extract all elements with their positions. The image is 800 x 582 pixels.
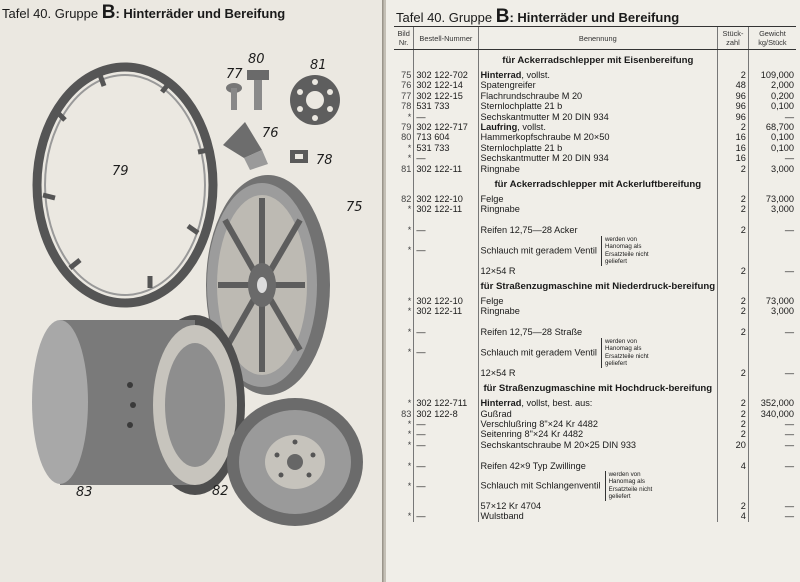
figure-label-83: 83 <box>76 485 93 500</box>
weight-cell: 0,100 <box>748 132 796 142</box>
bild-nr-cell: * <box>407 439 412 450</box>
table-row <box>394 204 796 214</box>
table-row <box>394 440 796 450</box>
quantity-cell: 96 <box>718 112 749 122</box>
weight-cell: — <box>748 327 796 337</box>
section-spacer <box>748 174 796 194</box>
tyre-row <box>394 266 796 276</box>
bild-nr-cell: * <box>407 347 412 358</box>
bild-nr-cell: * <box>407 398 412 409</box>
spacer-cell <box>748 215 796 225</box>
quantity-cell: 48 <box>718 80 749 90</box>
bestell-nr-cell: 302 122-711 <box>414 398 478 408</box>
group-letter: B <box>101 2 116 23</box>
table-row <box>394 296 796 306</box>
benennung-cell <box>478 101 718 111</box>
benennung-cell <box>478 440 718 450</box>
table-row <box>394 398 796 408</box>
table-row <box>394 511 796 521</box>
bestell-nr-cell: — <box>414 419 478 429</box>
weight-cell: 68,700 <box>748 122 796 132</box>
weight-cell: — <box>748 368 796 378</box>
weight-cell: — <box>748 419 796 429</box>
tyre-line: 12×54 R <box>480 265 516 276</box>
table-header <box>394 27 796 50</box>
quantity-cell: 4 <box>718 511 749 521</box>
col-stueck: Stück-zahl <box>718 27 749 50</box>
bild-nr-cell: * <box>407 429 412 440</box>
bild-nr-cell <box>394 368 414 378</box>
section-spacer <box>414 50 478 71</box>
bild-nr-cell: * <box>407 480 412 491</box>
part-name: Sternlochplatte 21 b <box>480 101 563 112</box>
spacer-cell <box>718 215 749 225</box>
part-name: Felge <box>480 296 504 307</box>
benennung-cell <box>478 511 718 521</box>
tyre-line: 57×12 Kr 4704 <box>480 500 542 511</box>
ring-hub-81 <box>290 75 340 125</box>
bestell-nr-cell: 531 733 <box>414 101 478 111</box>
section-spacer <box>718 50 749 71</box>
bestell-nr-cell: 302 122-10 <box>414 296 478 306</box>
figure-label-81: 81 <box>310 58 327 73</box>
quantity-cell: 2 <box>718 409 749 419</box>
weight-cell: — <box>748 112 796 122</box>
part-name-suffix: , vollst. <box>517 122 546 133</box>
quantity-cell: 4 <box>718 461 749 471</box>
section-spacer <box>718 276 749 296</box>
tyre-line: Reifen 42×9 Typ Zwillinge <box>480 460 586 471</box>
figure-label-82: 82 <box>212 484 229 499</box>
part-name: Wulstband <box>480 511 524 522</box>
part-name: Hinterrad <box>480 398 522 409</box>
bestell-nr-cell: — <box>414 236 478 266</box>
table-row <box>394 164 796 174</box>
table-row <box>394 112 796 122</box>
quantity-cell: 2 <box>718 225 749 235</box>
section-heading-row <box>394 276 796 296</box>
bestell-nr-cell: — <box>414 112 478 122</box>
section-heading-row <box>394 50 796 71</box>
benennung-cell <box>478 327 718 337</box>
part-name-suffix: , vollst. <box>521 70 550 80</box>
figure-label-80: 80 <box>248 52 265 67</box>
weight-cell: 3,000 <box>748 204 796 214</box>
spacer-cell <box>718 317 749 327</box>
spacer-cell <box>478 215 718 225</box>
table-row <box>394 70 796 80</box>
weight-cell: 73,000 <box>748 194 796 204</box>
quantity-cell: 2 <box>718 419 749 429</box>
bild-nr-cell: * <box>407 111 412 122</box>
bestell-nr-cell: — <box>414 225 478 235</box>
part-name: Hinterrad <box>480 70 522 80</box>
supply-note: werden von Hanomag als Ersatzteile nicht geliefert <box>601 236 665 266</box>
quantity-cell: 96 <box>718 91 749 101</box>
bild-nr-cell: * <box>407 225 412 236</box>
spacer-cell <box>748 317 796 327</box>
cast-wheel-83 <box>32 315 245 495</box>
bestell-nr-cell <box>414 266 478 276</box>
col-bild: Bild Nr. <box>394 27 414 50</box>
spacer-cell <box>478 450 718 460</box>
table-row <box>394 91 796 101</box>
figure-label-78: 78 <box>316 153 333 168</box>
bild-nr-cell: 81 <box>401 163 412 174</box>
quantity-cell: 16 <box>718 143 749 153</box>
quantity-cell: 96 <box>718 101 749 111</box>
part-name: Sechskantschraube M 20×25 DIN 933 <box>480 439 637 450</box>
benennung-cell <box>478 70 718 80</box>
bestell-nr-cell: — <box>414 327 478 337</box>
col-benennung: Benennung <box>478 27 718 50</box>
section-spacer <box>718 378 749 398</box>
tyre-line: Reifen 12,75—28 Acker <box>480 225 578 236</box>
bestell-nr-cell: 302 122-11 <box>414 164 478 174</box>
tyre-line: Schlauch mit geradem Ventil <box>480 347 597 358</box>
benennung-cell <box>478 80 718 90</box>
benennung-cell <box>478 236 718 266</box>
figure-label-75: 75 <box>346 200 363 215</box>
bild-nr-cell: 76 <box>401 80 412 91</box>
benennung-cell <box>478 429 718 439</box>
section-title: für Straßenzugmaschine mit Hochdruck-bereifung <box>478 378 718 398</box>
flat-round-bolt-77 <box>226 83 242 110</box>
part-name: Felge <box>480 194 504 205</box>
bild-nr-cell: * <box>407 204 412 215</box>
tyre-line: Schlauch mit geradem Ventil <box>480 245 597 256</box>
bestell-nr-cell: — <box>414 338 478 368</box>
quantity-cell: 2 <box>718 306 749 316</box>
quantity-cell: 2 <box>718 296 749 306</box>
section-title: für Ackerradschlepper mit Eisenbereifung <box>478 50 718 71</box>
part-name: Ringnabe <box>480 306 520 317</box>
spacer-cell <box>414 317 478 327</box>
weight-cell <box>748 236 796 266</box>
group-letter: B <box>495 6 510 27</box>
spacer-row <box>394 317 796 327</box>
tyre-row <box>394 461 796 471</box>
benennung-cell <box>478 461 718 471</box>
bild-nr-cell: 79 <box>401 122 412 133</box>
quantity-cell <box>718 338 749 368</box>
weight-cell: 109,000 <box>748 70 796 80</box>
col-bestell: Bestell-Nummer <box>414 27 478 50</box>
part-name: Sechskantmutter M 20 DIN 934 <box>480 153 609 164</box>
bild-nr-cell <box>394 501 414 511</box>
part-name: Ringnabe <box>480 204 520 215</box>
bild-nr-cell: * <box>407 153 412 164</box>
bild-nr-cell: 80 <box>401 132 412 143</box>
supply-note: werden von Hanomag als Ersatzteile nicht geliefert <box>605 471 669 501</box>
weight-cell: 73,000 <box>748 296 796 306</box>
bestell-nr-cell: 531 733 <box>414 143 478 153</box>
bestell-nr-cell: 302 122-10 <box>414 194 478 204</box>
bestell-nr-cell: — <box>414 429 478 439</box>
quantity-cell: 2 <box>718 164 749 174</box>
quantity-cell: 20 <box>718 440 749 450</box>
weight-cell: — <box>748 501 796 511</box>
star-plate-78 <box>290 150 308 163</box>
section-spacer <box>394 378 414 398</box>
tyre-line: Schlauch mit Schlangenventil <box>480 480 601 491</box>
weight-cell: — <box>748 266 796 276</box>
benennung-cell <box>478 409 718 419</box>
quantity-cell <box>718 236 749 266</box>
part-name: Sechskantmutter M 20 DIN 934 <box>480 111 609 122</box>
table-row <box>394 122 796 132</box>
section-title: für Straßenzugmaschine mit Niederdruck-bereifung <box>478 276 718 296</box>
part-name: Gußrad <box>480 408 512 419</box>
weight-cell: — <box>748 225 796 235</box>
table-row <box>394 409 796 419</box>
quantity-cell: 2 <box>718 70 749 80</box>
bestell-nr-cell: — <box>414 440 478 450</box>
weight-cell: — <box>748 429 796 439</box>
section-spacer <box>394 50 414 71</box>
benennung-cell <box>478 164 718 174</box>
benennung-cell <box>478 153 718 163</box>
section-spacer <box>718 174 749 194</box>
bild-nr-cell: 83 <box>401 408 412 419</box>
spacer-cell <box>718 450 749 460</box>
bestell-nr-cell: 302 122-15 <box>414 91 478 101</box>
benennung-cell <box>478 296 718 306</box>
weight-cell: 3,000 <box>748 306 796 316</box>
bestell-nr-cell <box>414 501 478 511</box>
bestell-nr-cell: 713 604 <box>414 132 478 142</box>
quantity-cell: 2 <box>718 266 749 276</box>
quantity-cell: 2 <box>718 429 749 439</box>
parts-body <box>394 50 796 522</box>
weight-cell: 0,100 <box>748 101 796 111</box>
table-row <box>394 143 796 153</box>
bestell-nr-cell: — <box>414 153 478 163</box>
bestell-nr-cell: 302 122-11 <box>414 204 478 214</box>
table-row <box>394 101 796 111</box>
bestell-nr-cell: 302 122-702 <box>414 70 478 80</box>
part-name: Sternlochplatte 21 b <box>480 142 563 153</box>
benennung-cell <box>478 122 718 132</box>
benennung-cell <box>478 338 718 368</box>
figure-label-79: 79 <box>112 164 129 179</box>
benennung-cell <box>478 368 718 378</box>
part-name: Spatengreifer <box>480 80 536 91</box>
spacer-cell <box>414 215 478 225</box>
parts-table <box>394 26 796 522</box>
part-name-suffix: , vollst, best. aus: <box>521 398 593 409</box>
benennung-cell <box>478 225 718 235</box>
bestell-nr-cell: 302 122-717 <box>414 122 478 132</box>
benennung-cell <box>478 132 718 142</box>
section-title: für Ackerradschlepper mit Ackerluftbereifung <box>478 174 718 194</box>
running-ring-79 <box>37 67 213 303</box>
tyre-row <box>394 471 796 501</box>
weight-cell: — <box>748 153 796 163</box>
part-name: Laufring <box>480 122 518 133</box>
section-spacer <box>394 276 414 296</box>
table-row <box>394 419 796 429</box>
weight-cell: 0,100 <box>748 143 796 153</box>
right-page-parts-list <box>386 0 800 582</box>
section-spacer <box>748 276 796 296</box>
section-spacer <box>414 378 478 398</box>
quantity-cell: 2 <box>718 501 749 511</box>
bestell-nr-cell: 302 122-14 <box>414 80 478 90</box>
benennung-cell <box>478 204 718 214</box>
part-name: Flachrundschraube M 20 <box>480 90 583 101</box>
spacer-row <box>394 215 796 225</box>
spacer-cell <box>414 450 478 460</box>
weight-cell <box>748 471 796 501</box>
part-name: Hammerkopfschraube M 20×50 <box>480 132 610 143</box>
benennung-cell <box>478 91 718 101</box>
right-page-header: Tafel 40. Gruppe B: Hinterräder und Bereifung <box>396 6 680 27</box>
table-row <box>394 429 796 439</box>
tyre-line: 12×54 R <box>480 367 516 378</box>
part-name: Seitenring 8"×24 Kr 4482 <box>480 429 584 440</box>
section-spacer <box>748 378 796 398</box>
bild-nr-cell: * <box>407 460 412 471</box>
section-spacer <box>748 50 796 71</box>
bild-nr-cell: * <box>407 418 412 429</box>
weight-cell: 352,000 <box>748 398 796 408</box>
bild-nr-cell: * <box>407 142 412 153</box>
table-row <box>394 132 796 142</box>
bild-nr-cell: * <box>407 296 412 307</box>
bestell-nr-cell: 302 122-11 <box>414 306 478 316</box>
bild-nr-cell <box>394 266 414 276</box>
part-name: Verschlußring 8"×24 Kr 4482 <box>480 418 598 429</box>
spacer-cell <box>394 450 414 460</box>
weight-cell: — <box>748 511 796 521</box>
tyre-rim-82 <box>227 398 363 526</box>
wheel-parts-drawing <box>0 0 384 582</box>
quantity-cell <box>718 471 749 501</box>
quantity-cell: 2 <box>718 204 749 214</box>
bestell-nr-cell: — <box>414 471 478 501</box>
figure-label-77: 77 <box>226 67 243 82</box>
quantity-cell: 2 <box>718 368 749 378</box>
benennung-cell <box>478 306 718 316</box>
section-spacer <box>414 174 478 194</box>
section-spacer <box>414 276 478 296</box>
benennung-cell <box>478 194 718 204</box>
hammer-head-bolt-80 <box>247 70 269 110</box>
tyre-row <box>394 327 796 337</box>
bestell-nr-cell: — <box>414 511 478 521</box>
tyre-row <box>394 338 796 368</box>
bestell-nr-cell: 302 122-8 <box>414 409 478 419</box>
spacer-cell <box>394 215 414 225</box>
spacer-cell <box>748 450 796 460</box>
tyre-row <box>394 236 796 266</box>
figure-label-76: 76 <box>262 126 279 141</box>
quantity-cell: 16 <box>718 132 749 142</box>
spacer-cell <box>478 317 718 327</box>
weight-cell: 340,000 <box>748 409 796 419</box>
quantity-cell: 2 <box>718 122 749 132</box>
bild-nr-cell: 82 <box>401 194 412 205</box>
benennung-cell <box>478 143 718 153</box>
spacer-row <box>394 450 796 460</box>
bestell-nr-cell: — <box>414 461 478 471</box>
bild-nr-cell: 78 <box>401 101 412 112</box>
tyre-row <box>394 225 796 235</box>
table-row <box>394 194 796 204</box>
supply-note: werden von Hanomag als Ersatzteile nicht geliefert <box>601 338 665 368</box>
weight-cell: 0,200 <box>748 91 796 101</box>
weight-cell: — <box>748 461 796 471</box>
spacer-cell <box>394 317 414 327</box>
table-row <box>394 80 796 90</box>
table-row <box>394 306 796 316</box>
bild-nr-cell: 77 <box>401 90 412 101</box>
benennung-cell <box>478 419 718 429</box>
benennung-cell <box>478 398 718 408</box>
tyre-row <box>394 501 796 511</box>
weight-cell <box>748 338 796 368</box>
section-spacer <box>394 174 414 194</box>
left-page-header: Tafel 40. Gruppe B: Hinterräder und Bereifung <box>2 2 286 23</box>
col-gewicht: Gewicht kg/Stück <box>748 27 796 50</box>
bild-nr-cell: * <box>407 327 412 338</box>
bild-nr-cell: 75 <box>401 70 412 80</box>
bild-nr-cell: * <box>407 245 412 256</box>
tyre-row <box>394 368 796 378</box>
weight-cell: — <box>748 440 796 450</box>
quantity-cell: 2 <box>718 194 749 204</box>
weight-cell: 2,000 <box>748 80 796 90</box>
benennung-cell <box>478 471 718 501</box>
left-page-illustration <box>0 0 384 582</box>
bestell-nr-cell <box>414 368 478 378</box>
bild-nr-cell: * <box>407 306 412 317</box>
part-name: Ringnabe <box>480 163 520 174</box>
quantity-cell: 2 <box>718 398 749 408</box>
section-heading-row <box>394 378 796 398</box>
table-row <box>394 153 796 163</box>
tyre-line: Reifen 12,75—28 Straße <box>480 327 583 338</box>
benennung-cell <box>478 112 718 122</box>
section-heading-row <box>394 174 796 194</box>
benennung-cell <box>478 501 718 511</box>
quantity-cell: 16 <box>718 153 749 163</box>
quantity-cell: 2 <box>718 327 749 337</box>
benennung-cell <box>478 266 718 276</box>
weight-cell: 3,000 <box>748 164 796 174</box>
bild-nr-cell: * <box>407 511 412 522</box>
